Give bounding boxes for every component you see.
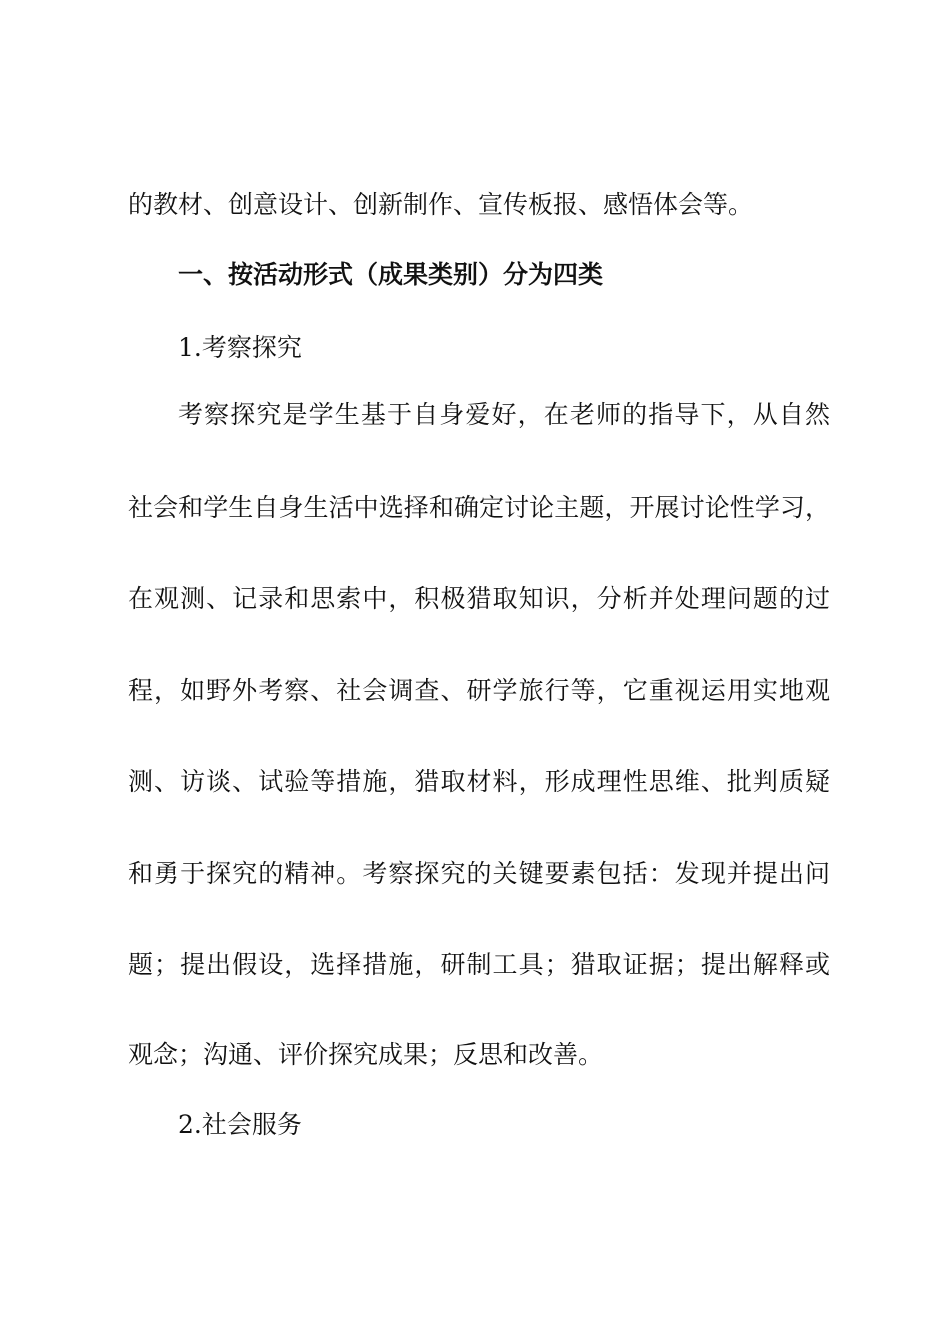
- paragraph-line-3: 在观测、记录和思索中，积极猎取知识，分析并处理问题的过: [128, 584, 830, 613]
- paragraph-continuation: 的教材、创意设计、创新制作、宣传板报、感悟体会等。: [128, 190, 754, 219]
- paragraph-line-4: 程，如野外考察、社会调查、研学旅行等，它重视运用实地观: [128, 676, 830, 705]
- paragraph-line-8: 观念；沟通、评价探究成果；反思和改善。: [128, 1040, 604, 1069]
- paragraph-line-5: 测、访谈、试验等措施，猎取材料，形成理性思维、批判质疑: [128, 767, 830, 796]
- subheading-2: 2.社会服务: [178, 1110, 302, 1139]
- section-heading: 一、按活动形式（成果类别）分为四类: [178, 260, 604, 289]
- paragraph-line-2: 社会和学生自身生活中选择和确定讨论主题，开展讨论性学习，: [128, 493, 830, 522]
- paragraph-line-1: 考察探究是学生基于自身爱好，在老师的指导下，从自然: [178, 400, 830, 429]
- paragraph-line-7: 题；提出假设，选择措施，研制工具；猎取证据；提出解释或: [128, 950, 830, 979]
- subheading-1: 1.考察探究: [178, 333, 302, 362]
- paragraph-line-6: 和勇于探究的精神。考察探究的关键要素包括：发现并提出问: [128, 859, 830, 888]
